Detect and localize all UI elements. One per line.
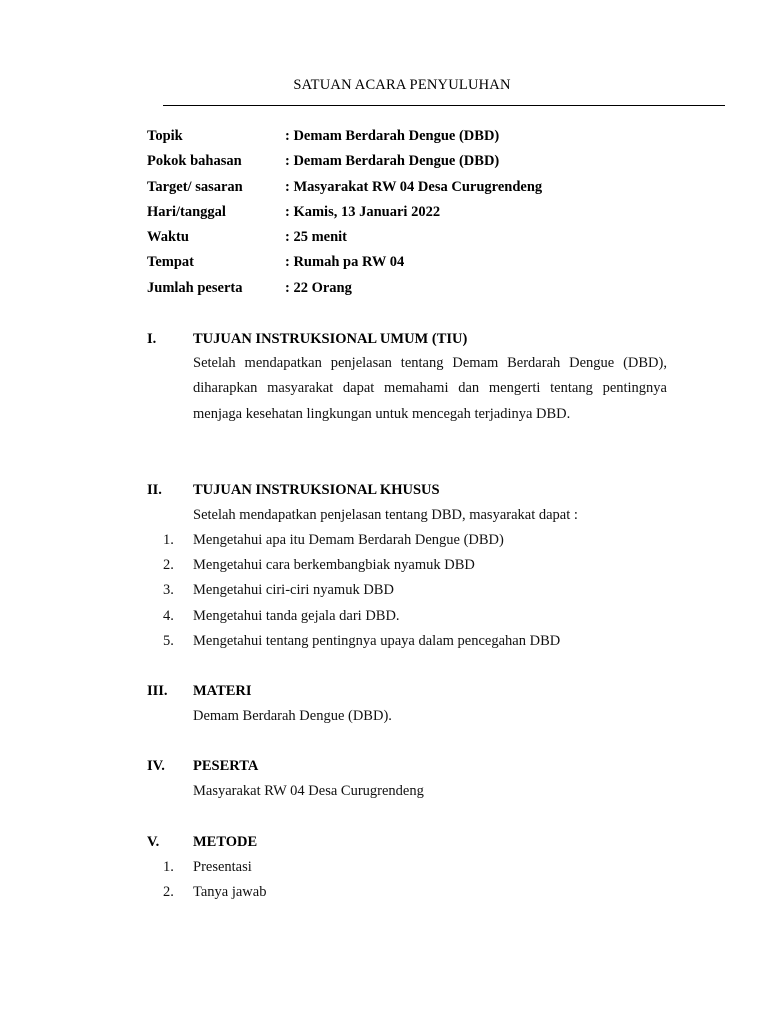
info-value: : Demam Berdarah Dengue (DBD) (285, 153, 500, 170)
list-text: Mengetahui apa itu Demam Berdarah Dengue (DBD) (193, 532, 504, 548)
list-number: 3. (163, 582, 174, 599)
section-title: METODE (193, 834, 258, 850)
section-number: IV. (147, 758, 165, 774)
list-item (147, 530, 667, 555)
list-number: 4. (163, 607, 174, 624)
info-value: : 25 menit (285, 229, 348, 246)
list-item (147, 857, 667, 882)
list-text: Mengetahui tentang pentingnya upaya dalam pencegahan DBD (193, 632, 561, 649)
list-text: Mengetahui cara berkembangbiak nyamuk DBD (193, 557, 475, 574)
list-item (147, 580, 667, 605)
info-value: : Kamis, 13 Januari 2022 (285, 203, 441, 220)
list-text: Mengetahui ciri-ciri nyamuk DBD (193, 582, 394, 599)
section-title: PESERTA (193, 758, 259, 774)
list-item (147, 606, 667, 631)
section-metode (147, 832, 667, 907)
section-peserta (147, 756, 667, 806)
section-title: TUJUAN INSTRUKSIONAL UMUM (TIU) (193, 331, 468, 347)
section-heading (147, 756, 667, 781)
info-value: : Masyarakat RW 04 Desa Curugrendeng (285, 178, 543, 195)
list-text: Presentasi (193, 859, 252, 875)
info-row-jumlah-peserta (147, 278, 542, 303)
objective-list (147, 530, 667, 656)
section-materi (147, 681, 667, 731)
title-underline (163, 105, 725, 106)
section-heading (147, 832, 667, 857)
info-value: : Rumah pa RW 04 (285, 254, 405, 271)
section-text: Masyarakat RW 04 Desa Curugrendeng (193, 783, 424, 799)
section-number: I. (147, 331, 157, 347)
section-title: MATERI (193, 683, 252, 699)
list-text: Mengetahui tanda gejala dari DBD. (193, 607, 400, 624)
list-number: 2. (163, 884, 174, 901)
list-item (147, 882, 667, 907)
section-number: II. (147, 482, 162, 498)
method-list (147, 857, 667, 907)
list-number: 1. (163, 859, 174, 875)
section-text: Demam Berdarah Dengue (DBD). (193, 708, 392, 724)
info-row-topik (147, 126, 542, 151)
info-table (147, 126, 542, 303)
info-key: Waktu (147, 229, 189, 246)
info-row-target (147, 177, 542, 202)
list-item (147, 555, 667, 580)
info-key: Tempat (147, 254, 194, 271)
info-row-pokok-bahasan (147, 151, 542, 176)
info-row-waktu (147, 227, 542, 252)
info-row-hari-tanggal (147, 202, 542, 227)
info-key: Topik (147, 128, 183, 144)
info-value: : 22 Orang (285, 279, 352, 296)
list-number: 2. (163, 557, 174, 574)
info-key: Target/ sasaran (147, 178, 243, 195)
info-value: : Demam Berdarah Dengue (DBD) (285, 128, 500, 144)
section-title: TUJUAN INSTRUKSIONAL KHUSUS (193, 482, 440, 498)
info-key: Jumlah peserta (147, 279, 243, 296)
section-number: III. (147, 683, 168, 699)
info-row-tempat (147, 252, 542, 277)
section-heading (147, 480, 667, 505)
list-item (147, 631, 667, 656)
section-paragraph: Setelah mendapatkan penjelasan tentang Demam Berdarah Dengue (DBD), diharapkan masyarakat dapat memahami dan mengerti tentang pentingnya menjaga kesehatan lingkungan untuk mencegah terjadinya DBD. (193, 355, 667, 422)
section-heading (147, 681, 667, 706)
section-tiu (147, 329, 667, 427)
list-number: 1. (163, 532, 174, 548)
section-intro: Setelah mendapatkan penjelasan tentang DBD, masyarakat dapat : (193, 507, 578, 523)
document-title: SATUAN ACARA PENYULUHAN (293, 77, 511, 93)
section-tik (147, 480, 667, 656)
section-number: V. (147, 834, 160, 850)
info-key: Hari/tanggal (147, 203, 226, 220)
list-number: 5. (163, 632, 174, 649)
list-text: Tanya jawab (193, 884, 267, 901)
info-key: Pokok bahasan (147, 153, 242, 170)
